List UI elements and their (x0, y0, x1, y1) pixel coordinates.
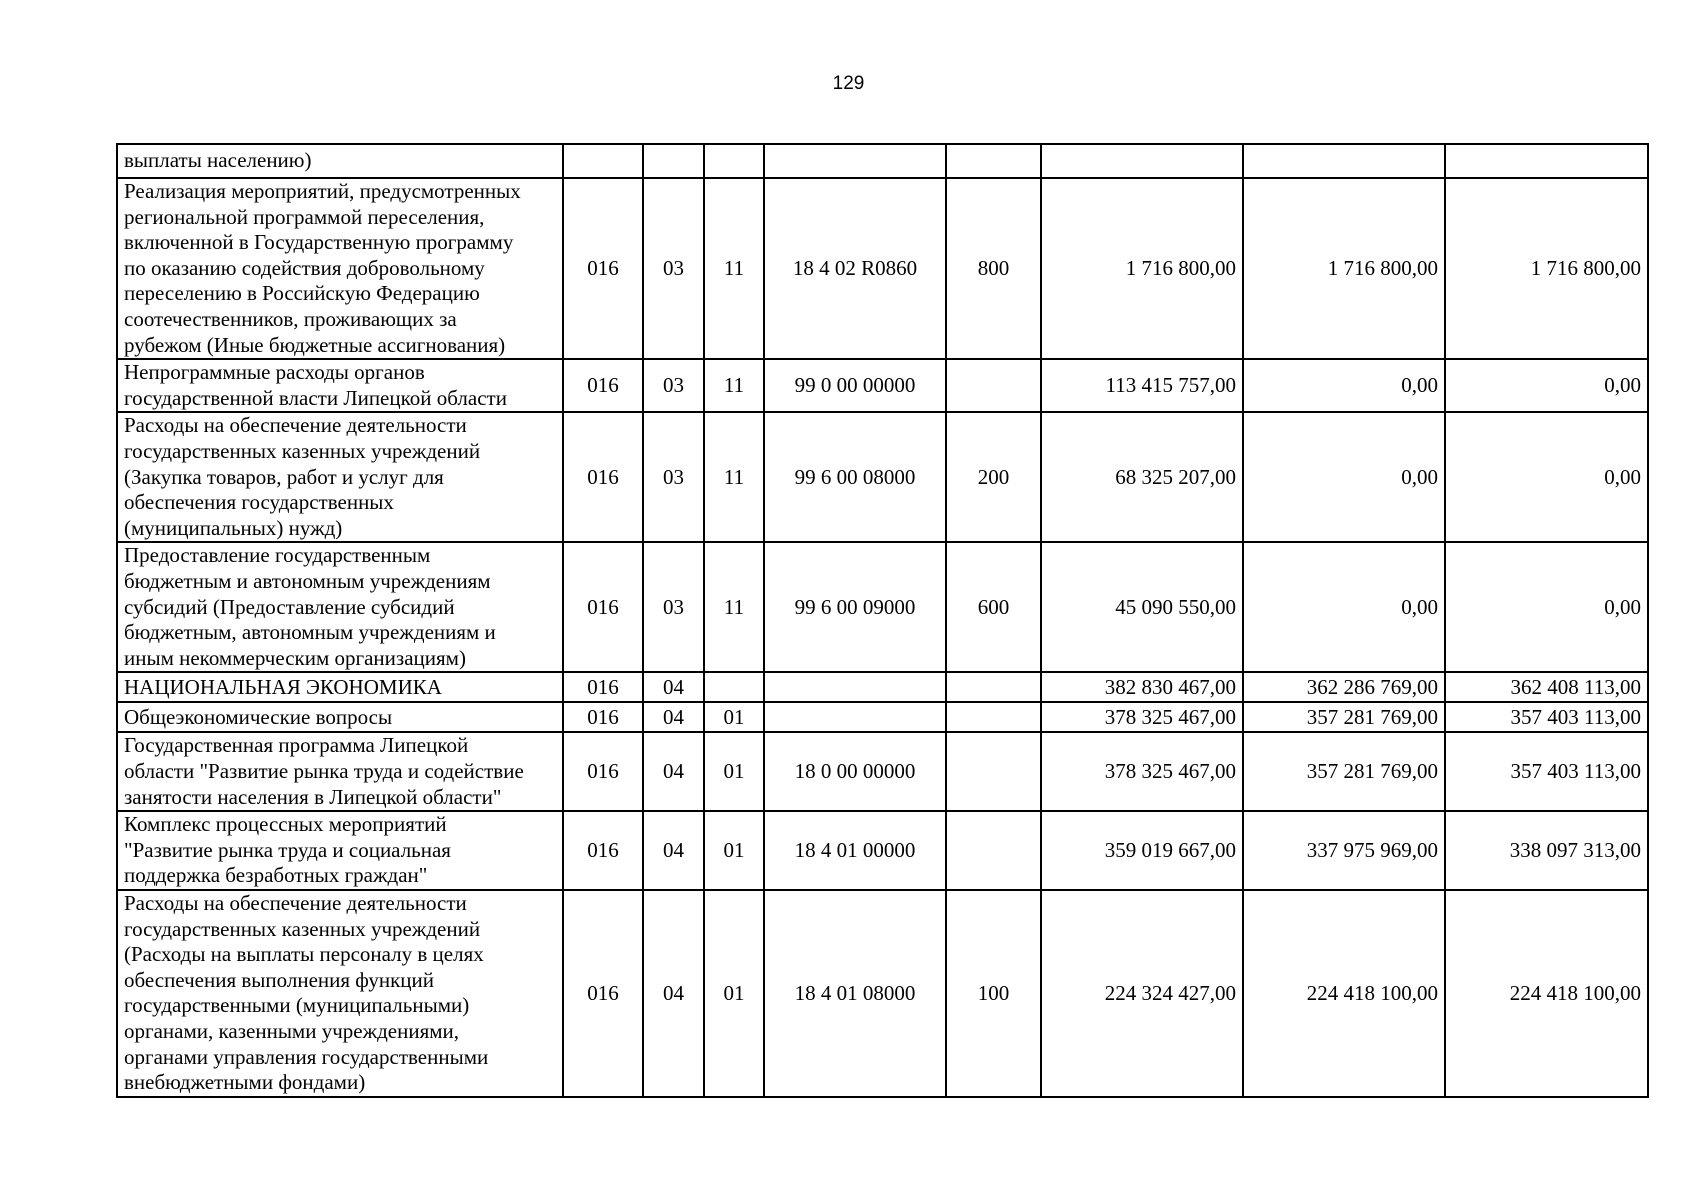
cell-section-code (643, 144, 704, 178)
cell-expense-type: 800 (946, 178, 1041, 359)
cell-expense-type (946, 811, 1041, 890)
expense-name-line: (муниципальных) нужд) (124, 515, 343, 540)
cell-section-code: 03 (643, 359, 704, 412)
cell-expense-name (117, 542, 563, 672)
cell-subsection-code: 01 (704, 702, 764, 732)
cell-amount-year-3: 224 418 100,00 (1445, 890, 1648, 1097)
cell-expense-name (117, 178, 563, 359)
expense-name-line: поддержка безработных граждан" (124, 863, 428, 888)
expense-name-line: соотечественников, проживающих за (124, 306, 457, 331)
expense-name-line: Предоставление государственным (124, 543, 431, 568)
cell-subsection-code: 11 (704, 178, 764, 359)
expense-name-line: "Развитие рынка труда и социальная (124, 837, 451, 862)
cell-amount-year-1: 68 325 207,00 (1041, 412, 1243, 542)
cell-amount-year-1: 359 019 667,00 (1041, 811, 1243, 890)
table-row (117, 178, 1648, 359)
expense-name-line: бюджетным и автономным учреждениям (124, 568, 491, 593)
expense-name-line: Реализация мероприятий, предусмотренных (124, 179, 521, 203)
expense-name-line: субсидий (Предоставление субсидий (124, 594, 455, 619)
expense-name-line: внебюджетными фондами) (124, 1070, 366, 1095)
cell-amount-year-3: 357 403 113,00 (1445, 732, 1648, 811)
table-row (117, 732, 1648, 811)
cell-expense-name (117, 890, 563, 1097)
cell-target-article: 18 4 02 R0860 (764, 178, 946, 359)
cell-expense-name (117, 702, 563, 732)
cell-grbs-code: 016 (563, 542, 643, 672)
cell-target-article (764, 144, 946, 178)
cell-amount-year-3: 338 097 313,00 (1445, 811, 1648, 890)
cell-amount-year-1: 378 325 467,00 (1041, 702, 1243, 732)
cell-subsection-code: 01 (704, 811, 764, 890)
cell-expense-type: 600 (946, 542, 1041, 672)
cell-grbs-code: 016 (563, 732, 643, 811)
cell-grbs-code: 016 (563, 702, 643, 732)
cell-amount-year-2: 0,00 (1243, 542, 1445, 672)
cell-subsection-code (704, 144, 764, 178)
cell-amount-year-1: 113 415 757,00 (1041, 359, 1243, 412)
expense-name-line: государственной власти Липецкой области (124, 385, 507, 410)
cell-amount-year-3: 1 716 800,00 (1445, 178, 1648, 359)
cell-target-article: 99 0 00 00000 (764, 359, 946, 412)
cell-target-article: 99 6 00 09000 (764, 542, 946, 672)
cell-subsection-code (704, 672, 764, 702)
cell-amount-year-2: 0,00 (1243, 412, 1445, 542)
cell-target-article: 18 4 01 00000 (764, 811, 946, 890)
cell-section-code: 04 (643, 811, 704, 890)
cell-expense-name (117, 732, 563, 811)
cell-amount-year-1: 1 716 800,00 (1041, 178, 1243, 359)
cell-amount-year-2 (1243, 144, 1445, 178)
table-row (117, 359, 1648, 412)
cell-grbs-code: 016 (563, 890, 643, 1097)
cell-expense-type (946, 702, 1041, 732)
budget-table-body (117, 144, 1648, 1097)
cell-expense-type: 100 (946, 890, 1041, 1097)
cell-expense-name (117, 811, 563, 890)
budget-table (116, 143, 1649, 1098)
expense-name-line: по оказанию содействия добровольному (124, 255, 485, 280)
cell-section-code: 03 (643, 542, 704, 672)
cell-amount-year-2: 0,00 (1243, 359, 1445, 412)
cell-amount-year-1: 382 830 467,00 (1041, 672, 1243, 702)
table-row (117, 412, 1648, 542)
expense-name-line: обеспечения выполнения функций (124, 967, 435, 992)
cell-expense-name (117, 672, 563, 702)
expense-name-line: бюджетным, автономным учреждениям и (124, 620, 496, 645)
expense-name-line: (Закупка товаров, работ и услуг для (124, 464, 444, 489)
cell-expense-name (117, 359, 563, 412)
cell-grbs-code: 016 (563, 672, 643, 702)
cell-section-code: 04 (643, 732, 704, 811)
cell-amount-year-2: 357 281 769,00 (1243, 702, 1445, 732)
cell-grbs-code: 016 (563, 811, 643, 890)
table-row (117, 144, 1648, 178)
expense-name-line: Общеэкономические вопросы (124, 704, 393, 729)
table-row (117, 672, 1648, 702)
cell-grbs-code (563, 144, 643, 178)
cell-amount-year-1: 45 090 550,00 (1041, 542, 1243, 672)
cell-amount-year-2: 1 716 800,00 (1243, 178, 1445, 359)
expense-name-line: Комплекс процессных мероприятий (124, 812, 447, 837)
expense-name-line: выплаты населению) (124, 148, 312, 173)
expense-name-line: НАЦИОНАЛЬНАЯ ЭКОНОМИКА (124, 674, 442, 699)
cell-grbs-code: 016 (563, 178, 643, 359)
cell-amount-year-3 (1445, 144, 1648, 178)
cell-subsection-code: 11 (704, 412, 764, 542)
expense-name-line: Расходы на обеспечение деятельности (124, 413, 467, 438)
cell-target-article (764, 702, 946, 732)
cell-grbs-code: 016 (563, 412, 643, 542)
expense-name-line: рубежом (Иные бюджетные ассигнования) (124, 332, 506, 357)
expense-name-line: Расходы на обеспечение деятельности (124, 891, 467, 916)
expense-name-line: Государственная программа Липецкой (124, 733, 469, 758)
expense-name-line: (Расходы на выплаты персоналу в целях (124, 942, 484, 967)
cell-amount-year-3: 362 408 113,00 (1445, 672, 1648, 702)
cell-amount-year-2: 224 418 100,00 (1243, 890, 1445, 1097)
cell-amount-year-1: 378 325 467,00 (1041, 732, 1243, 811)
expense-name-line: включенной в Государственную программу (124, 230, 514, 255)
cell-subsection-code: 01 (704, 732, 764, 811)
expense-name-line: Непрограммные расходы органов (124, 360, 425, 385)
expense-name-line: области "Развитие рынка труда и содействие (124, 758, 524, 783)
expense-name-line: обеспечения государственных (124, 490, 394, 515)
cell-section-code: 04 (643, 702, 704, 732)
expense-name-line: переселению в Российскую Федерацию (124, 281, 480, 306)
cell-amount-year-1: 224 324 427,00 (1041, 890, 1243, 1097)
cell-target-article (764, 672, 946, 702)
cell-target-article: 18 4 01 08000 (764, 890, 946, 1097)
table-row (117, 702, 1648, 732)
expense-name-line: занятости населения в Липецкой области" (124, 784, 502, 809)
expense-name-line: государственных казенных учреждений (124, 916, 481, 941)
expense-name-line: государственными (муниципальными) (124, 993, 470, 1018)
cell-subsection-code: 11 (704, 359, 764, 412)
cell-section-code: 03 (643, 178, 704, 359)
cell-expense-type: 200 (946, 412, 1041, 542)
cell-section-code: 04 (643, 672, 704, 702)
cell-target-article: 18 0 00 00000 (764, 732, 946, 811)
table-row (117, 890, 1648, 1097)
expense-name-line: органами, казенными учреждениями, (124, 1019, 460, 1043)
cell-expense-name (117, 412, 563, 542)
expense-name-line: органами управления государственными (124, 1044, 489, 1069)
cell-grbs-code: 016 (563, 359, 643, 412)
cell-amount-year-3: 0,00 (1445, 542, 1648, 672)
cell-amount-year-2: 362 286 769,00 (1243, 672, 1445, 702)
cell-expense-type (946, 359, 1041, 412)
cell-amount-year-2: 357 281 769,00 (1243, 732, 1445, 811)
cell-expense-name (117, 144, 563, 178)
expense-name-line: государственных казенных учреждений (124, 438, 481, 463)
cell-subsection-code: 01 (704, 890, 764, 1097)
cell-section-code: 03 (643, 412, 704, 542)
expense-name-line: иным некоммерческим организациям) (124, 645, 466, 670)
cell-amount-year-3: 357 403 113,00 (1445, 702, 1648, 732)
cell-section-code: 04 (643, 890, 704, 1097)
expense-name-line: региональной программой переселения, (124, 204, 485, 229)
cell-target-article: 99 6 00 08000 (764, 412, 946, 542)
cell-expense-type (946, 144, 1041, 178)
cell-expense-type (946, 732, 1041, 811)
cell-amount-year-3: 0,00 (1445, 359, 1648, 412)
page-number: 129 (832, 73, 865, 94)
cell-subsection-code: 11 (704, 542, 764, 672)
cell-amount-year-2: 337 975 969,00 (1243, 811, 1445, 890)
table-row (117, 542, 1648, 672)
cell-amount-year-1 (1041, 144, 1243, 178)
table-row (117, 811, 1648, 890)
cell-amount-year-3: 0,00 (1445, 412, 1648, 542)
cell-expense-type (946, 672, 1041, 702)
